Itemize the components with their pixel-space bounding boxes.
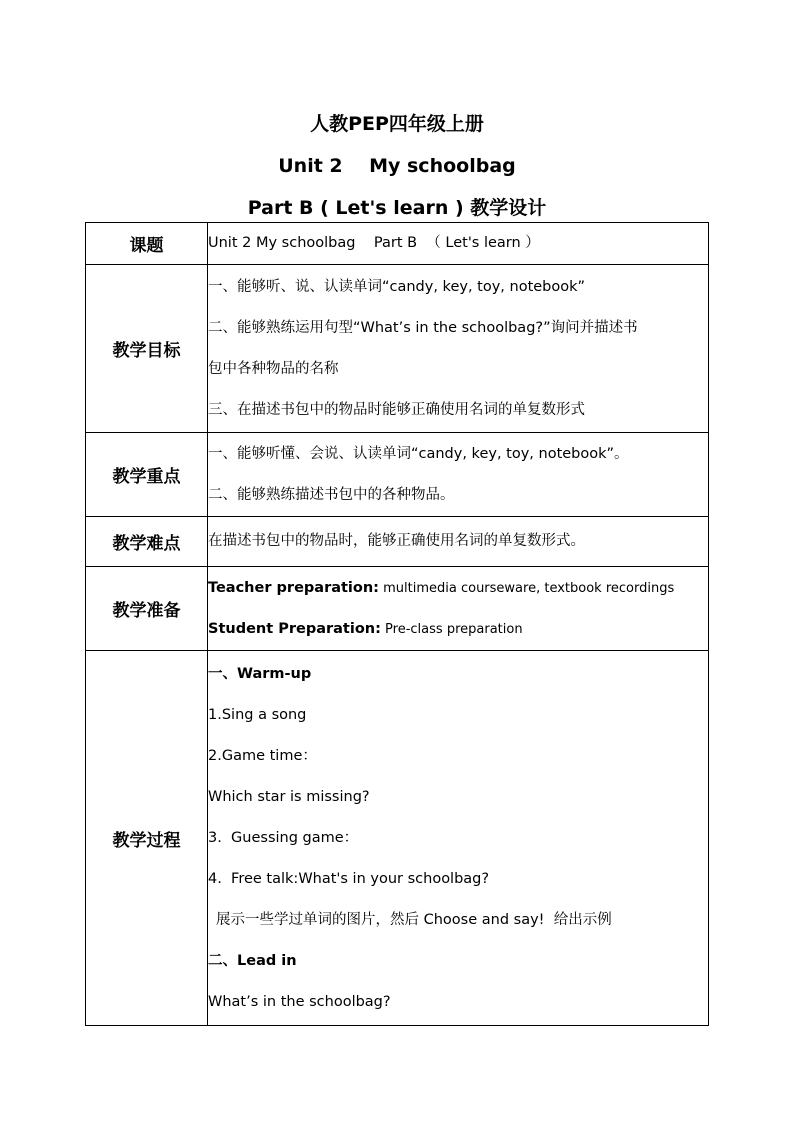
process-step: 2.Game time： [208,747,317,764]
row-objectives [86,265,709,433]
key-point-line: 一、能够听懂、会说、认读单词“candy, key, toy, notebook”。 [208,445,629,462]
topic-value: Unit 2 My schoolbag Part B （ Let's learn ） [208,235,540,251]
label-difficulties: 教学难点 [86,517,208,567]
key-point-line: 二、能够熟练描述书包中的各种物品。 [208,486,455,503]
label-objectives: 教学目标 [86,265,208,433]
title-part: Part B ( Let's learn ) 教学设计 [247,197,547,219]
title-grade: 人教PEP四年级上册 [310,113,484,135]
lesson-plan-table [85,222,709,1026]
row-topic [86,223,709,265]
cell-process [208,651,709,1026]
row-preparation [86,567,709,651]
cell-topic [208,223,709,265]
objective-line: 三、在描述书包中的物品时能够正确使用名词的单复数形式 [208,401,585,418]
cell-key-points [208,433,709,517]
cell-preparation [208,567,709,651]
row-process [86,651,709,1026]
label-preparation: 教学准备 [86,567,208,651]
difficulty-text: 在描述书包中的物品时，能够正确使用名词的单复数形式。 [208,533,585,549]
student-preparation-label: Student Preparation: [208,620,381,637]
teacher-preparation [208,568,708,609]
label-topic: 课题 [86,223,208,265]
process-step-detail: 展示一些学过单词的图片，然后 Choose and say! 给出示例 [216,911,612,928]
row-difficulties [86,517,709,567]
process-step-detail: Which star is missing? [208,788,370,805]
document-title-block [0,103,794,229]
row-key-points [86,433,709,517]
teacher-preparation-value: multimedia courseware, textbook recordings [378,580,675,596]
objective-line: 包中各种物品的名称 [208,360,339,377]
label-key-points: 教学重点 [86,433,208,517]
teacher-preparation-label: Teacher preparation: [208,579,379,596]
label-process: 教学过程 [86,651,208,1026]
process-step: 1.Sing a song [208,706,307,723]
student-preparation-value: Pre-class preparation [380,621,523,637]
student-preparation [208,609,708,650]
section-lead-in-heading: 二、Lead in [208,952,297,969]
objective-line: 一、能够听、说、认读单词“candy, key, toy, notebook” [208,278,586,295]
process-step: 3. Guessing game： [208,829,359,846]
title-unit: Unit 2 My schoolbag [278,155,516,177]
process-step: 4. Free talk:What's in your schoolbag? [208,870,490,887]
objective-line: 二、能够熟练运用句型“What’s in the schoolbag?”询问并描述书 [208,319,638,336]
section-warm-up-heading: 一、Warm-up [208,665,312,682]
cell-difficulties [208,517,709,567]
cell-objectives [208,265,709,433]
process-step: What’s in the schoolbag? [208,993,391,1010]
